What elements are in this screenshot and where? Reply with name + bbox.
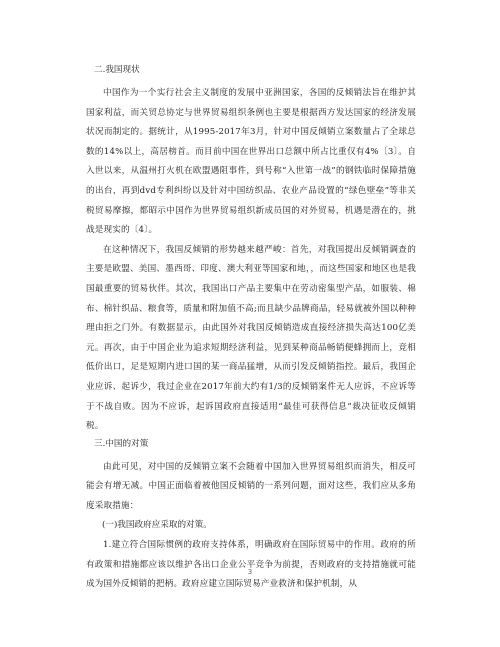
subsection-heading-government-measures: (一)我国政府应采取的对策。 (102, 520, 212, 531)
section-heading-countermeasures: 三.中国的对策 (94, 438, 149, 449)
paragraph-situation-overview: 中国作为一个实行社会主义制度的发展中亚洲国家，各国的反倾销法旨在维护其国家利益，而关贸总协定与世界贸易组织条例也主要是根据西方发达国家的经济发展状况而制定的。据统计，从1995-2017年3月，针对中国反倾销立案数量占了全球总数的14%以上，高居榜首。而目前中国在世界出口总额中所占比重仅有4%〔3〕。自入世以来，从温州打火机在欧盟遇阻事件，到号称“入世第一战”的钢铁临时保障措施的出台，再到dvd专利纠纷以及针对中国纺织品、农业产品设置的“绿色壁垒”等非关税贸易摩擦，都昭示中国作为世界贸易组织新成员国的对外贸易，机遇是潜在的，挑战是现实的〔4〕。 (86, 88, 416, 236)
section-heading-current-situation: 二.我国现状 (94, 65, 140, 75)
page-number: 3 (247, 568, 253, 576)
paragraph-government-support-system: 1.建立符合国际惯例的政府支持体系，明确政府在国际贸易中的作用。政府的所有政策和措施都应该以维护各出口企业公平竞争为前提，否则政府的支持措施就可能成为国外反倾销的把柄。政府应建立国际贸易产业救济和保护机制，从 (86, 540, 416, 590)
document-body (86, 64, 416, 595)
paragraph-countermeasures-intro: 由此可见，对中国的反倾销立案不会随着中国加入世界贸易组织而消失，相反可能会有增无减。中国正面临着被他国反倾销的一系列问题，面对这些，我们应从多角度采取措施： (86, 461, 416, 511)
paragraph-antidumping-situation: 在这种情况下，我国反倾销的形势越来越严峻：首先，对我国提出反倾销调查的主要是欧盟、美国、墨西哥、印度、澳大利亚等国家和地，，而这些国家和地区也是我国最重要的贸易伙伴。其次，我国出口产品主要集中在劳动密集型产品，如服装、棉布、棉针织品、粮食等，质量和附加值不高;而且缺少品牌商品，轻易就被外国以种种理由拒之门外。有数据显示，由此国外对我国反倾销造成直接经济损失高达100亿美元。再次，由于中国企业为追求短期经济利益，见到某种商品畅销便蜂拥而上，竞相低价出口，足是短期内进口国的某一商品猛增，从而引发反倾销指控。最后，我国企业应诉、起诉少，我过企业在2017年前大约有1/3的反倾销案件无人应诉，不应诉等于不战自败。因为不应诉，起诉国政府直接适用“最佳可获得信息”裁决征收反倾销税。 (86, 244, 416, 432)
